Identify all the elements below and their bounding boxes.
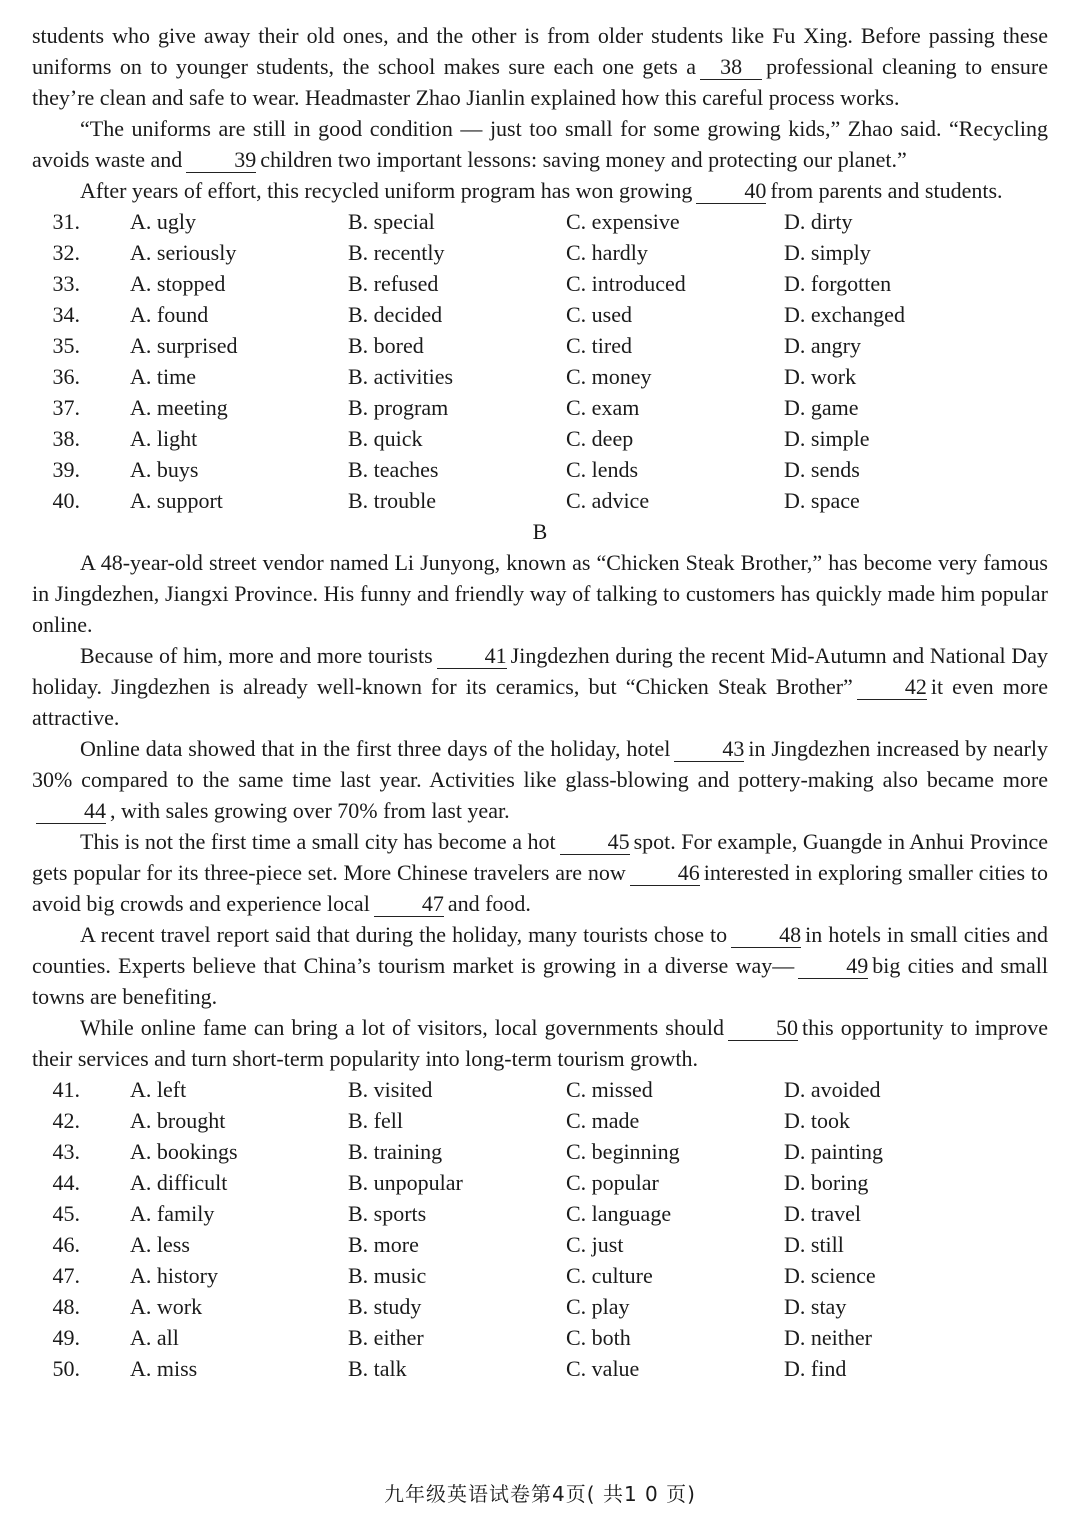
- option-d: D. simply: [784, 240, 871, 265]
- option-a: A. less: [130, 1232, 190, 1257]
- question-row: [32, 1260, 1048, 1291]
- blank-46: 46: [630, 861, 700, 886]
- option-b: B. trouble: [348, 488, 436, 513]
- question-row: [32, 268, 1048, 299]
- question-row: [32, 392, 1048, 423]
- option-a: A. work: [130, 1294, 203, 1319]
- text: spot. For example, Guangde in Anhui Province gets popular for its three-piece set. More Chinese travelers are now: [32, 829, 1048, 885]
- blank-48: 48: [731, 923, 801, 948]
- blank-47: 47: [374, 892, 444, 917]
- text: children two important lessons: saving money and protecting our planet.”: [260, 147, 907, 172]
- passage-b-paragraph: A 48-year-old street vendor named Li Junyong, known as “Chicken Steak Brother,” has become very famous in Jingdezhen, Jiangxi Province. His funny and friendly way of talking to customers has quickly made him popular online.: [32, 550, 1048, 637]
- text: this opportunity to improve their services and turn short-term popularity into long-term tourism growth.: [32, 1015, 1048, 1071]
- option-c: C. value: [566, 1356, 640, 1381]
- question-number: 42.: [52, 1108, 80, 1133]
- blank-42: 42: [857, 675, 927, 700]
- question-row: [32, 454, 1048, 485]
- option-d: D. took: [784, 1108, 850, 1133]
- option-b: B. activities: [348, 364, 454, 389]
- question-row: [32, 423, 1048, 454]
- option-a: A. found: [130, 302, 209, 327]
- passage-a-paragraph: [32, 20, 1048, 113]
- option-d: D. forgotten: [784, 271, 892, 296]
- question-row: [32, 237, 1048, 268]
- option-a: A. difficult: [130, 1170, 228, 1195]
- passage-b-paragraph: [32, 826, 1048, 919]
- option-d: D. work: [784, 364, 857, 389]
- question-row: [32, 1353, 1048, 1384]
- blank-45: 45: [560, 830, 630, 855]
- passage-a-paragraph: [32, 175, 1048, 206]
- blank-38: 38: [700, 55, 762, 80]
- question-row: [32, 1322, 1048, 1353]
- section-title: B: [532, 519, 548, 544]
- passage-b-paragraph: [32, 733, 1048, 826]
- option-b: B. more: [348, 1232, 419, 1257]
- passage-b-paragraph: [32, 1012, 1048, 1074]
- option-c: C. used: [566, 302, 632, 327]
- option-a: A. time: [130, 364, 196, 389]
- text: from parents and students.: [770, 178, 1003, 203]
- option-c: C. culture: [566, 1263, 653, 1288]
- text: Online data showed that in the first three days of the holiday, hotel: [80, 736, 671, 761]
- question-number: 46.: [52, 1232, 80, 1257]
- question-row: [32, 485, 1048, 516]
- option-a: A. light: [130, 426, 198, 451]
- question-row: [32, 1198, 1048, 1229]
- option-a: A. bookings: [130, 1139, 238, 1164]
- text: and food.: [447, 891, 531, 916]
- option-d: D. avoided: [784, 1077, 881, 1102]
- option-c: C. introduced: [566, 271, 686, 296]
- question-list-b: [32, 1074, 1048, 1384]
- option-b: B. bored: [348, 333, 424, 358]
- option-d: D. angry: [784, 333, 861, 358]
- option-d: D. find: [784, 1356, 847, 1381]
- question-number: 37.: [52, 395, 80, 420]
- question-number: 49.: [52, 1325, 80, 1350]
- option-d: D. dirty: [784, 209, 853, 234]
- text: This is not the first time a small city has become a hot: [80, 829, 556, 854]
- option-b: B. special: [348, 209, 435, 234]
- question-row: [32, 1167, 1048, 1198]
- question-number: 38.: [52, 426, 80, 451]
- option-c: C. made: [566, 1108, 640, 1133]
- blank-49: 49: [798, 954, 868, 979]
- text: big cities and small towns are benefiting.: [32, 953, 1048, 1009]
- question-number: 40.: [52, 488, 80, 513]
- option-a: A. stopped: [130, 271, 226, 296]
- text: Jingdezhen during the recent Mid-Autumn and National Day holiday. Jingdezhen is already well-known for its ceramics, but “Chicken Steak Brother”: [32, 643, 1048, 699]
- question-row: [32, 1229, 1048, 1260]
- question-number: 32.: [52, 240, 80, 265]
- option-c: C. just: [566, 1232, 624, 1257]
- text: “The uniforms are still in good condition — just too small for some growing kids,” Zhao said. “Recycling avoids waste and: [32, 116, 1048, 172]
- text: Because of him, more and more tourists: [80, 643, 433, 668]
- option-c: C. beginning: [566, 1139, 680, 1164]
- option-b: B. refused: [348, 271, 439, 296]
- option-b: B. teaches: [348, 457, 439, 482]
- text: While online fame can bring a lot of visitors, local governments should: [80, 1015, 724, 1040]
- blank-41: 41: [437, 644, 507, 669]
- text: in Jingdezhen increased by nearly 30% compared to the same time last year. Activities like glass-blowing and pottery-making also became more: [32, 736, 1048, 792]
- option-a: A. history: [130, 1263, 218, 1288]
- question-number: 44.: [52, 1170, 80, 1195]
- option-a: A. miss: [130, 1356, 198, 1381]
- option-d: D. space: [784, 488, 860, 513]
- option-b: B. talk: [348, 1356, 407, 1381]
- option-b: B. program: [348, 395, 449, 420]
- passage-b-paragraph: [32, 640, 1048, 733]
- text: After years of effort, this recycled uniform program has won growing: [80, 178, 693, 203]
- option-b: B. decided: [348, 302, 443, 327]
- option-b: B. either: [348, 1325, 424, 1350]
- option-a: A. brought: [130, 1108, 226, 1133]
- question-row: [32, 361, 1048, 392]
- option-c: C. tired: [566, 333, 632, 358]
- text: A recent travel report said that during the holiday, many tourists chose to: [80, 922, 728, 947]
- option-a: A. seriously: [130, 240, 237, 265]
- page-footer: 九年级英语试卷第4页( 共1 0 页): [384, 1482, 696, 1506]
- question-number: 35.: [52, 333, 80, 358]
- question-row: [32, 1291, 1048, 1322]
- option-d: D. neither: [784, 1325, 872, 1350]
- option-b: B. fell: [348, 1108, 403, 1133]
- question-number: 34.: [52, 302, 80, 327]
- blank-40: 40: [696, 179, 766, 204]
- option-b: B. music: [348, 1263, 427, 1288]
- option-d: D. exchanged: [784, 302, 905, 327]
- text: it even more attractive.: [32, 674, 1048, 730]
- option-c: C. play: [566, 1294, 630, 1319]
- question-number: 48.: [52, 1294, 80, 1319]
- option-d: D. travel: [784, 1201, 861, 1226]
- option-a: A. family: [130, 1201, 215, 1226]
- option-c: C. popular: [566, 1170, 659, 1195]
- option-c: C. both: [566, 1325, 631, 1350]
- option-c: C. money: [566, 364, 652, 389]
- option-b: B. training: [348, 1139, 443, 1164]
- option-c: C. language: [566, 1201, 672, 1226]
- question-number: 41.: [52, 1077, 80, 1102]
- question-number: 50.: [52, 1356, 80, 1381]
- option-d: D. boring: [784, 1170, 869, 1195]
- option-b: B. recently: [348, 240, 445, 265]
- question-list-a: [32, 206, 1048, 516]
- question-number: 31.: [52, 209, 80, 234]
- text: students who give away their old ones, and the other is from older students like Fu Xing. Before passing these uniforms on to younger students, the school makes sure each one gets a: [32, 23, 1048, 79]
- blank-43: 43: [674, 737, 744, 762]
- option-d: D. painting: [784, 1139, 883, 1164]
- text: in hotels in small cities and counties. Experts believe that China’s tourism market is growing in a diverse way—: [32, 922, 1049, 978]
- question-row: [32, 206, 1048, 237]
- text: professional cleaning to ensure they’re clean and safe to wear. Headmaster Zhao Jianlin explained how this careful process works.: [32, 54, 1049, 110]
- option-a: A. buys: [130, 457, 199, 482]
- option-d: D. game: [784, 395, 859, 420]
- question-row: [32, 1074, 1048, 1105]
- option-c: C. advice: [566, 488, 650, 513]
- question-number: 43.: [52, 1139, 80, 1164]
- question-row: [32, 1136, 1048, 1167]
- option-d: D. sends: [784, 457, 860, 482]
- question-number: 47.: [52, 1263, 80, 1288]
- option-b: B. sports: [348, 1201, 427, 1226]
- option-d: D. stay: [784, 1294, 847, 1319]
- option-c: C. hardly: [566, 240, 648, 265]
- option-c: C. missed: [566, 1077, 653, 1102]
- option-b: B. quick: [348, 426, 423, 451]
- text: , with sales growing over 70% from last year.: [110, 798, 510, 823]
- option-a: A. all: [130, 1325, 179, 1350]
- option-a: A. surprised: [130, 333, 238, 358]
- option-b: B. study: [348, 1294, 422, 1319]
- option-c: C. deep: [566, 426, 634, 451]
- option-a: A. left: [130, 1077, 187, 1102]
- option-c: C. lends: [566, 457, 639, 482]
- text: interested in exploring smaller cities to avoid big crowds and experience local: [32, 860, 1048, 916]
- question-number: 33.: [52, 271, 80, 296]
- question-number: 39.: [52, 457, 80, 482]
- option-a: A. support: [130, 488, 223, 513]
- question-row: [32, 330, 1048, 361]
- option-c: C. exam: [566, 395, 640, 420]
- option-c: C. expensive: [566, 209, 680, 234]
- passage-a-paragraph: [32, 113, 1048, 175]
- option-b: B. visited: [348, 1077, 433, 1102]
- question-row: [32, 1105, 1048, 1136]
- question-number: 45.: [52, 1201, 80, 1226]
- blank-44: 44: [36, 799, 106, 824]
- option-b: B. unpopular: [348, 1170, 463, 1195]
- passage-b-paragraph: [32, 919, 1048, 1012]
- option-a: A. ugly: [130, 209, 196, 234]
- option-d: D. science: [784, 1263, 876, 1288]
- option-d: D. still: [784, 1232, 844, 1257]
- option-a: A. meeting: [130, 395, 228, 420]
- question-row: [32, 299, 1048, 330]
- blank-50: 50: [728, 1016, 798, 1041]
- blank-39: 39: [186, 148, 256, 173]
- option-d: D. simple: [784, 426, 870, 451]
- question-number: 36.: [52, 364, 80, 389]
